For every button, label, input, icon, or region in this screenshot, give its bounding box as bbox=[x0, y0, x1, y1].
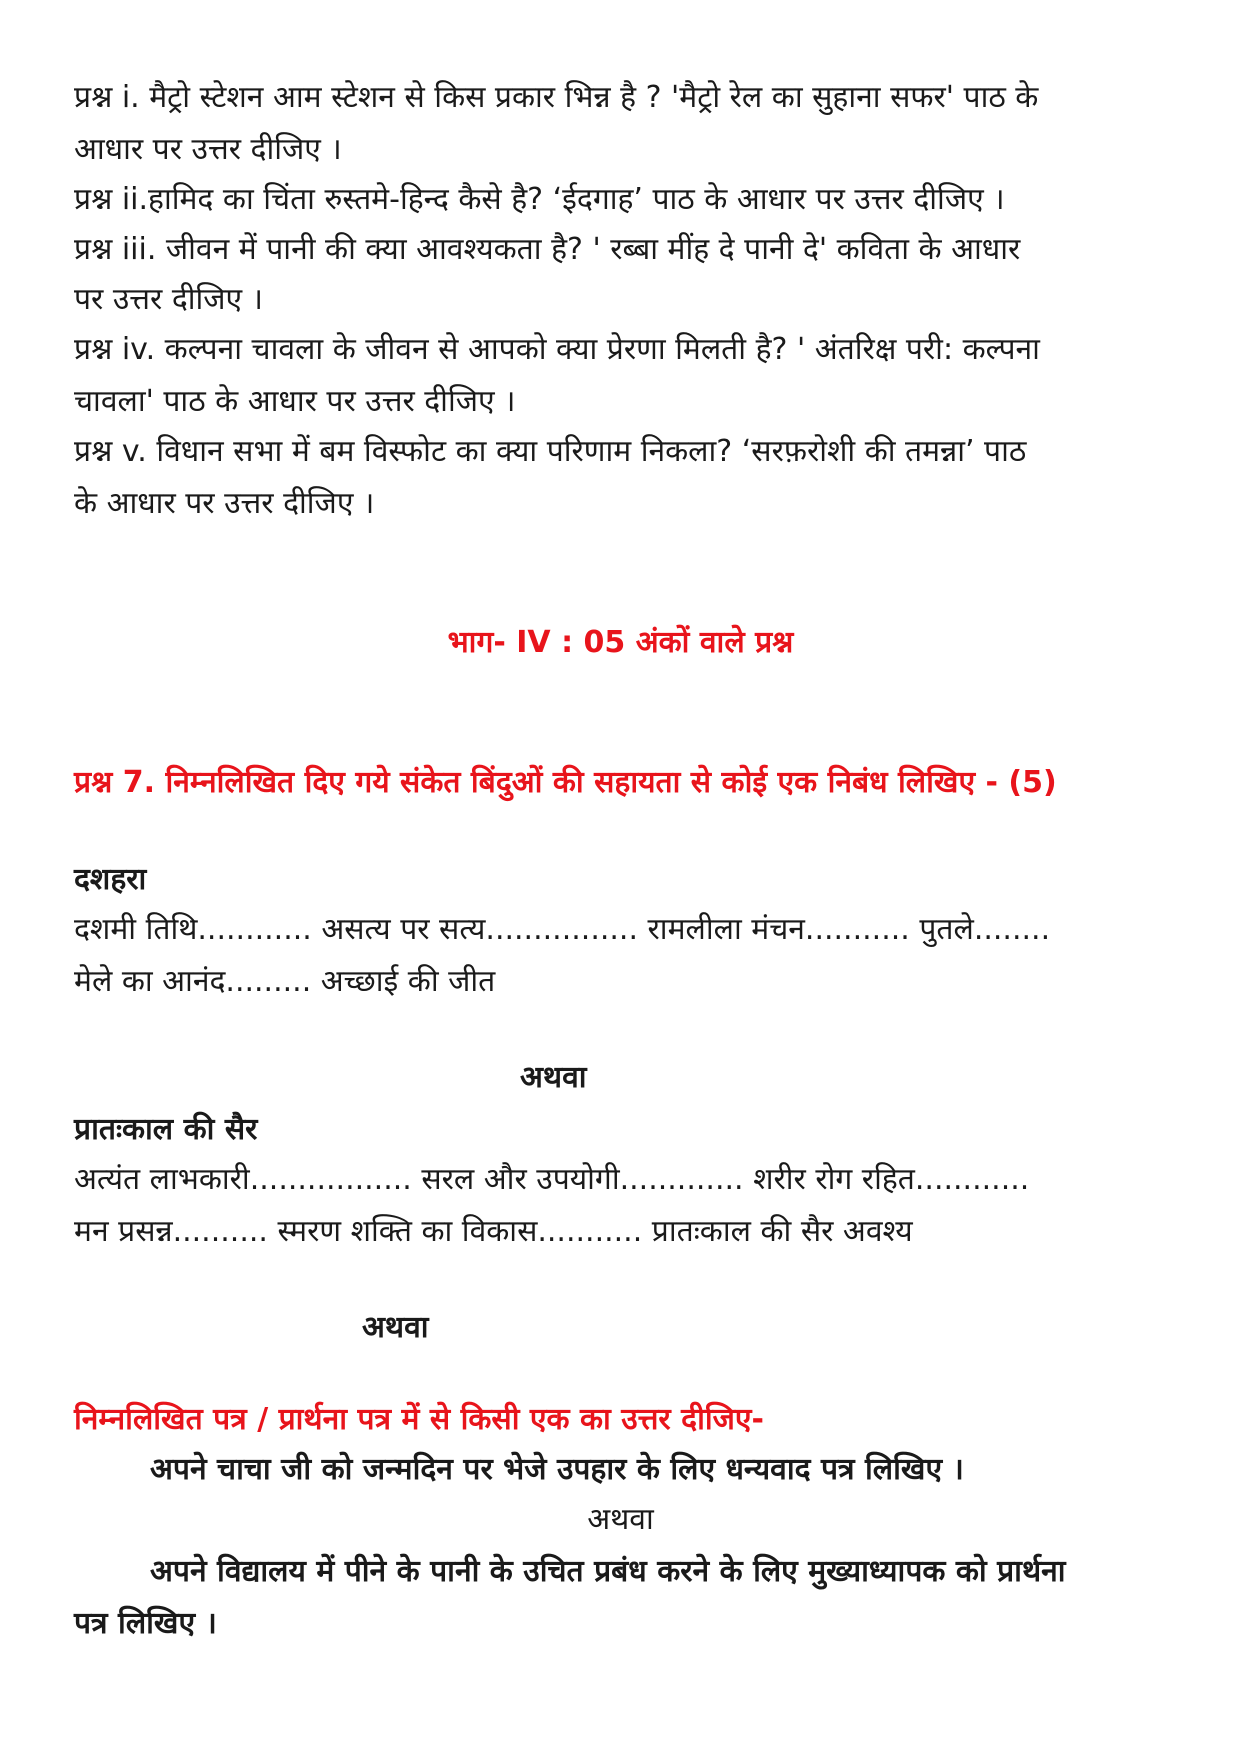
question-i-line-2: आधार पर उत्तर दीजिए । bbox=[74, 132, 342, 167]
question-iv-line-2: चावला' पाठ के आधार पर उत्तर दीजिए । bbox=[74, 384, 516, 419]
essay-2-title: प्रातःकाल की सैर bbox=[74, 1112, 258, 1147]
question-ii: प्रश्न ii.हामिद का चिंता रुस्तमे-हिन्द कैसे है? ‘ईदगाह’ पाठ के आधार पर उत्तर दीजिए । bbox=[74, 182, 1005, 217]
question-i-line-1: प्रश्न i. मैट्रो स्टेशन आम स्टेशन से किस प्रकार भिन्न है ? 'मैट्रो रेल का सुहाना सफर' पाठ के bbox=[74, 80, 1039, 115]
or-separator-1: अथवा bbox=[520, 1060, 587, 1095]
letter-option-2-line-1: अपने विद्यालय में पीने के पानी के उचित प्रबंध करने के लिए मुख्याध्यापक को प्रार्थना bbox=[150, 1554, 1066, 1589]
question-iii-line-1: प्रश्न iii. जीवन में पानी की क्या आवश्यकता है? ' रब्बा मींह दे पानी दे' कविता के आधार bbox=[74, 232, 1021, 267]
essay-2-hints-line-1: अत्यंत लाभकारी................. सरल और उपयोगी............. शरीर रोग रहित............ bbox=[74, 1162, 1030, 1197]
question-iii-line-2: पर उत्तर दीजिए । bbox=[74, 282, 264, 317]
question-v-line-2: के आधार पर उत्तर दीजिए । bbox=[74, 486, 375, 521]
essay-1-title: दशहरा bbox=[74, 862, 147, 897]
essay-2-hints-line-2: मन प्रसन्न.......... स्मरण शक्ति का विकास........... प्रातःकाल की सैर अवश्य bbox=[74, 1214, 913, 1249]
question-7-heading: प्रश्न 7. निम्नलिखित दिए गये संकेत बिंदुओं की सहायता से कोई एक निबंध लिखिए - (5) bbox=[74, 765, 1057, 800]
section-heading: भाग- IV : 05 अंकों वाले प्रश्न bbox=[447, 625, 794, 660]
essay-1-hints-line-2: मेले का आनंद......... अच्छाई की जीत bbox=[74, 964, 496, 999]
letter-heading: निम्नलिखित पत्र / प्रार्थना पत्र में से किसी एक का उत्तर दीजिए- bbox=[74, 1402, 764, 1437]
or-separator-2: अथवा bbox=[362, 1310, 429, 1345]
letter-option-2-line-2: पत्र लिखिए । bbox=[74, 1606, 217, 1641]
letter-option-1: अपने चाचा जी को जन्मदिन पर भेजे उपहार के लिए धन्यवाद पत्र लिखिए । bbox=[150, 1452, 964, 1487]
question-iv-line-1: प्रश्न iv. कल्पना चावला के जीवन से आपको क्या प्रेरणा मिलती है? ' अंतरिक्ष परी: कल्पना bbox=[74, 332, 1040, 367]
essay-1-hints-line-1: दशमी तिथि............ असत्य पर सत्य................ रामलीला मंचन........... पुतले........ bbox=[74, 912, 1051, 947]
or-separator-3: अथवा bbox=[587, 1502, 654, 1537]
question-v-line-1: प्रश्न v. विधान सभा में बम विस्फोट का क्या परिणाम निकला? ‘सरफ़रोशी की तमन्ना’ पाठ bbox=[74, 434, 1027, 469]
